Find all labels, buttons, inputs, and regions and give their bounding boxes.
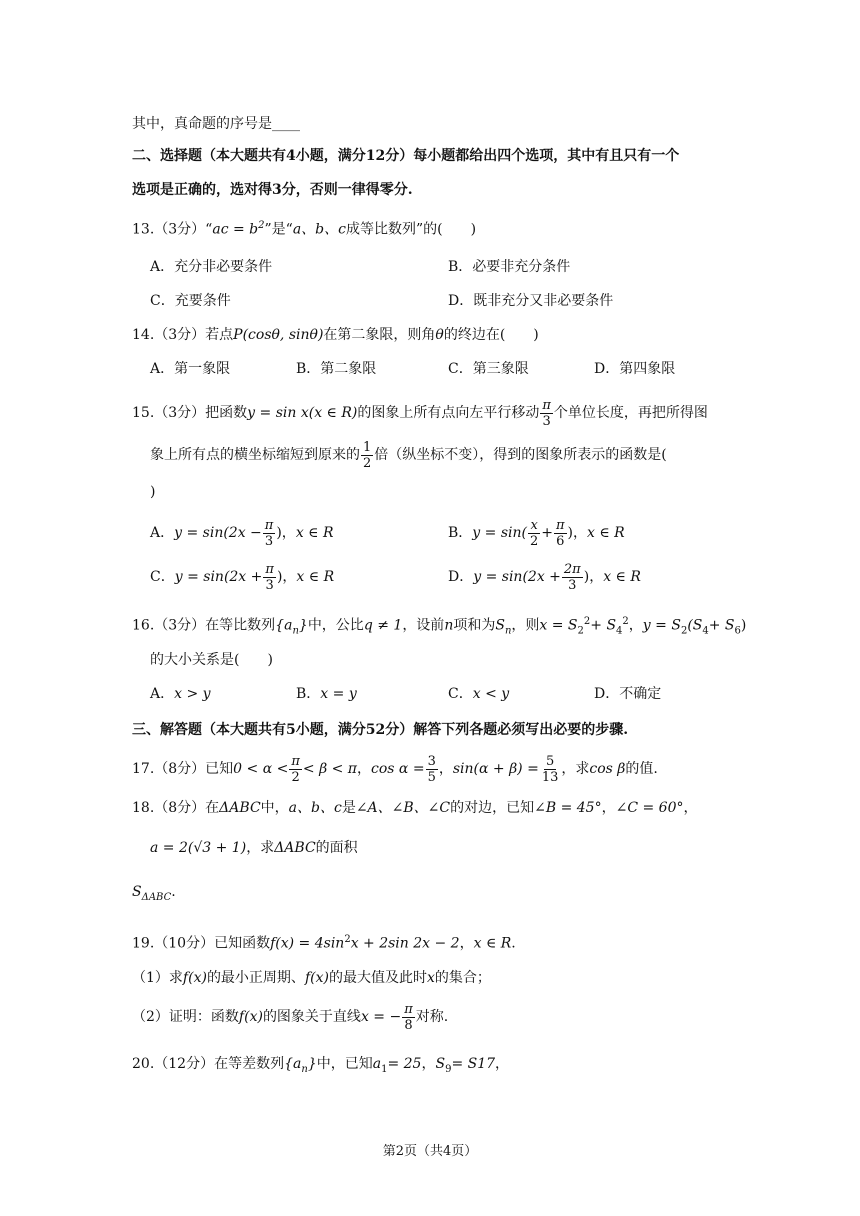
q19-line2-f2: f(x) [304,970,329,986]
q20-prefix: 20.（12分）在等差数列 [132,1056,285,1072]
q17-fraction3 [540,754,561,785]
fraction-numerator: π [404,1001,413,1017]
q14-option-a-text: A．第一象限 [150,361,231,377]
q15-option-d-math: y = sin(2x + [473,569,561,585]
q16-option-a [150,683,211,705]
q17-stem [132,752,658,786]
fraction-denominator: 2 [529,533,539,549]
fraction-denominator: 2 [363,455,372,471]
section2-heading-text1: 二、选择题（本大题共有4小题，满分12分）每小题都给出四个选项，其中有且只有一个 [132,148,680,164]
q19-math2: x + 2sin 2x − 2 [350,935,460,952]
q13-stem [132,216,476,240]
q16-n: n [444,617,454,634]
q15-line1-math: y = sin x(x ∈ R) [247,405,358,421]
q19-line2-x: x [426,970,435,986]
fraction-denominator: 6 [556,533,565,549]
fraction-numerator: π [556,517,565,533]
q15-line2-prefix: 象上所有点的横坐标缩短到原来的 [150,447,360,463]
q15-line1-prefix: 15.（3分）把函数 [132,405,248,421]
q16-option-b-label: B． [296,686,321,702]
q17-math3: cos α = [371,761,425,777]
fraction-numerator: π [265,561,274,577]
page-number: 第2页（共4页） [382,1144,478,1159]
q19-line2-f: f(x) [182,970,207,986]
q18-angle-b: ∠B = 45° [534,800,602,816]
fraction-numerator: π [264,517,274,533]
q16-option-c-math: x < y [472,686,510,702]
q16-option-c [448,683,509,705]
q15-line1-suffix: 个单位长度，再把所得图 [553,405,708,421]
q16-line1-prefix: 16.（3分）在等比数列 [132,617,276,634]
q20-seq: {a [284,1056,302,1072]
q18-line3 [132,882,176,908]
q18-line2-suffix: 的面积 [315,840,358,856]
fraction-numerator: π [542,397,551,413]
q18-mid3: 的对边，已知 [450,800,535,816]
q18-sep: ， [601,800,616,816]
q14-option-d [594,358,675,380]
q15-option-c-label: C． [150,569,175,585]
q16-option-a-math: x > y [174,686,211,702]
q20-seq-end: } [307,1056,317,1072]
q13-option-a [150,256,272,278]
q19-line3-f: f(x) [238,1009,263,1025]
q13-option-c [150,290,231,312]
q15-line2 [150,438,667,472]
q19-line2-suffix: 的集合； [434,970,491,986]
q13-stem-sup: 2 [258,220,265,231]
q16-y-tail: (S [687,617,703,634]
fraction-denominator: 13 [541,769,559,785]
q18-line2-mid: ，求 [246,840,275,856]
q13-option-b [448,256,570,278]
fraction-denominator: 8 [404,1017,413,1033]
q13-stem-prefix: 13.（3分）“ [132,221,213,238]
q18-angles: ∠A、∠B、∠C [355,800,451,816]
q19-line3 [132,1000,448,1034]
q14-stem-prefix: 14.（3分）若点 [132,327,234,343]
q15-option-b [448,516,625,550]
q15-option-b-fraction1 [528,518,540,549]
q20-sep: ， [421,1056,436,1072]
q15-line2-suffix: 倍（纵坐标不变），得到的图象所表示的函数是( [374,447,667,463]
q16-x: x = S [539,617,578,634]
q19-line2-mid: 的最小正周期、 [206,970,305,986]
q17-fraction1 [289,754,302,785]
fraction-numerator: 1 [363,439,372,455]
q15-option-a-math: y = sin(2x − [174,525,262,541]
q18-angle-c: ∠C = 60° [615,800,684,816]
q17-math2: < β < π [302,761,358,777]
q14-stem-suffix: 的终边在( ) [443,327,539,343]
q20-a1-val: = 25 [387,1056,422,1072]
q14-stem [132,325,539,345]
q18-line1 [132,798,697,818]
q16-sn: S [495,617,505,634]
fraction-denominator: 3 [568,577,577,593]
q13-stem-suffix: 成等比数列”的( ) [345,221,477,238]
q16-option-c-label: C． [448,686,473,702]
q15-option-c-math: y = sin(2x + [174,569,263,585]
fraction-numerator: π [291,753,300,769]
q15-line1 [132,396,708,430]
q13-option-d-text: D．既非充分又非必要条件 [448,293,614,309]
section2-heading-line1 [132,146,679,166]
q16-seq: {a [275,617,293,634]
q15-option-a-fraction [263,518,276,549]
q15-option-d-fraction [562,562,583,593]
q16-line1 [132,612,746,641]
q18-mid: 中， [260,800,289,816]
fraction-numerator: 2π [563,561,581,577]
q16-y-sub6: 6 [734,625,741,637]
q20-a1: a [372,1056,382,1072]
q16-line2 [150,650,273,670]
q18-prefix: 18.（8分）在 [132,800,220,816]
intro-line [132,114,300,134]
q19-line3-prefix: （2）证明：函数 [132,1009,239,1025]
q20-s9-sub: 9 [445,1063,452,1075]
q13-option-a-text: A．充分非必要条件 [150,259,273,275]
q14-option-c-text: C．第三象限 [448,361,529,377]
q15-option-a-post: )， [276,525,296,541]
q20-s9: S [435,1056,446,1072]
q14-option-b-text: B．第二象限 [296,361,377,377]
q16-option-a-label: A． [150,686,175,702]
q16-seq-end: } [298,617,308,634]
q18-line2-math: a = 2(√3 + 1) [150,840,247,856]
q16-sup2b: 2 [622,616,629,627]
q15-option-b-post: )， [567,525,588,541]
q17-math4: sin(α + β) = [452,761,539,777]
fraction-denominator: 3 [264,533,274,549]
q19-line2 [132,968,491,988]
q15-option-d-domain: x ∈ R [603,569,641,585]
q20-seq-sub: n [301,1063,308,1075]
q15-option-b-fraction2 [554,518,567,549]
fraction-numerator: 5 [545,753,555,769]
q18-area-sub: ΔABC [141,891,172,903]
fraction-denominator: 2 [291,769,300,785]
q17-suffix: 的值. [625,761,658,777]
q16-option-d [594,683,661,705]
q16-sub2: 2 [577,625,584,637]
q13-stem-math: ac = b [212,221,259,238]
q18-mid2: 是 [341,800,356,816]
q20-s9-val: = S17 [451,1056,496,1072]
q18-end: ， [683,800,698,816]
q18-abc: a、b、c [288,800,342,816]
q19-end: . [511,935,516,952]
q19-line3-mid: 的图象关于直线 [262,1009,361,1025]
q19-prefix: 19.（10分）已知函数 [132,935,271,952]
q16-mid4: ，则 [511,617,540,634]
q17-prefix: 17.（8分）已知 [132,761,234,777]
q17-math1: 0 < α < [233,761,289,777]
q17-fraction2 [426,754,438,785]
q13-option-d [448,290,613,312]
q15-line3 [150,482,155,502]
q16-y-tail2: + S [708,617,735,634]
q14-option-b [296,358,376,380]
q18-tri: ΔABC [219,800,261,816]
q17-mid: ，求 [561,761,590,777]
q16-mid5: ， [628,617,643,634]
q17-sep2: ， [438,761,453,777]
q18-line2 [150,838,358,858]
q15-option-c-domain: x ∈ R [296,569,335,585]
q15-option-b-domain: x ∈ R [587,525,625,541]
q16-y-sub2: 2 [680,625,688,637]
q19-sup: 2 [344,934,351,945]
q14-stem-mid: 在第二象限，则角 [323,327,436,343]
q13-stem-mid: ”是“ [264,221,293,238]
q19-line2-prefix: （1）求 [132,970,183,986]
fraction-numerator: 3 [427,753,436,769]
q16-mid: 中，公比 [307,617,364,634]
q19-line2-mid2: 的最大值及此时 [328,970,427,986]
q16-sub4: 4 [616,625,623,637]
q16-sn-sub: n [504,625,512,637]
fraction-denominator: 3 [265,577,274,593]
q20-stem [132,1054,509,1080]
q16-y-end: ) [740,617,747,634]
q19-line3-math: x = − [360,1009,402,1025]
q16-mid2: ，设前 [402,617,445,634]
q14-stem-math: P(cosθ, sinθ) [233,327,324,343]
fraction-numerator: x [530,517,538,533]
q16-q: q ≠ 1 [363,617,403,634]
q16-x-tail: + S [590,617,617,634]
q15-option-c [150,560,334,594]
q15-option-b-label: B． [448,525,473,541]
q16-y: y = S [642,617,681,634]
q14-stem-theta: θ [435,327,444,343]
q16-seq-sub: n [292,625,299,637]
q15-option-d-post: )， [583,569,604,585]
section3-heading-text: 三、解答题（本大题共有5小题，满分52分）解答下列各题必须写出必要的步骤. [132,722,629,738]
q15-option-a-label: A． [150,525,175,541]
section2-heading-text2: 选项是正确的，选对得3分，否则一律得零分. [132,182,413,198]
fraction-denominator: 3 [542,413,551,429]
q18-area-end: . [171,884,176,900]
q16-mid3: 项和为 [453,617,496,634]
q16-y-sub4: 4 [702,625,709,637]
q15-line3-text: ) [150,484,156,500]
q15-option-d-label: D． [448,569,474,585]
q16-option-d-text: D．不确定 [594,686,662,702]
q15-line2-fraction [361,440,373,471]
q19-math: f(x) = 4sin [270,935,345,952]
q16-sup2a: 2 [583,616,591,627]
q16-option-b-math: x = y [320,686,357,702]
q19-domain: x ∈ R [473,935,512,952]
q15-line1-mid: 的图象上所有点向左平行移动 [357,405,540,421]
q15-option-c-fraction [263,562,276,593]
q20-mid: 中，已知 [316,1056,373,1072]
q20-end: ， [495,1056,510,1072]
page-footer [0,1140,860,1159]
q13-stem-abc: a、b、c [292,221,346,238]
q19-line1 [132,930,516,954]
q19-sep: ， [459,935,474,952]
q15-option-d [448,560,641,594]
section3-heading [132,720,628,740]
q14-option-c [448,358,529,380]
intro-text: 其中，真命题的序号是____ [132,116,300,132]
q16-line2-text: 的大小关系是( ) [150,652,273,668]
q17-sep1: ， [357,761,372,777]
q18-line2-tri: ΔABC [274,840,316,856]
q20-a1-sub: 1 [381,1063,388,1075]
q13-option-b-text: B．必要非充分条件 [448,259,571,275]
q16-option-b [296,683,357,705]
q15-option-b-math: y = sin( [472,525,527,541]
q13-option-c-text: C．充要条件 [150,293,231,309]
section2-heading-line2 [132,180,413,200]
q15-line1-fraction [540,398,553,429]
q17-math5: cos β [589,761,626,777]
q15-option-a-domain: x ∈ R [295,525,334,541]
fraction-denominator: 5 [427,769,436,785]
q15-option-b-plus: + [541,525,553,541]
q19-line3-fraction [402,1002,415,1033]
q14-option-a [150,358,230,380]
q14-option-d-text: D．第四象限 [594,361,676,377]
q15-option-a [150,516,334,550]
q19-line3-suffix: 对称. [415,1009,449,1025]
q18-area-s: S [132,884,142,900]
q15-option-c-post: )， [276,569,297,585]
